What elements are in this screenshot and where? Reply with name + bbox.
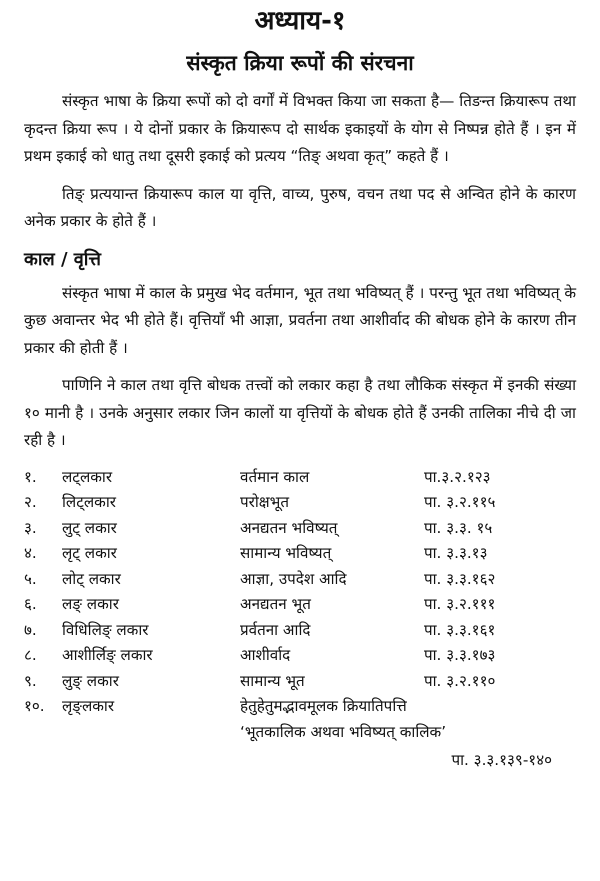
table-row (24, 567, 576, 593)
lakara-table (24, 465, 576, 776)
row-number: ८. (24, 646, 37, 664)
row-number: ५. (24, 569, 37, 588)
table-row (24, 516, 576, 542)
lakara-name: लोट् लकार (62, 569, 121, 588)
row-number: १. (24, 467, 37, 486)
table-row (24, 618, 576, 644)
lakara-name: विधिलिङ् लकार (62, 620, 149, 639)
row-number: १०. (24, 697, 45, 715)
lakara-meaning-continued: ‘भूतकालिक अथवा भविष्यत् कालिक’ (240, 722, 447, 741)
sutra-reference: पा. ३.३.१६१ (424, 620, 496, 639)
row-number: ३. (24, 518, 37, 537)
lakara-name: लिट्लकार (62, 493, 116, 511)
sutra-reference: पा. ३.३.१३ (424, 544, 488, 562)
table-row (24, 592, 576, 618)
lakara-name: आशीर्लिङ् लकार (62, 646, 153, 664)
lakara-meaning: आशीर्वाद (240, 646, 291, 664)
lakara-meaning: सामान्य भविष्यत् (240, 544, 332, 562)
table-row (24, 643, 576, 669)
lakara-name: लुङ् लकार (62, 671, 119, 690)
lakara-meaning: अनद्यतन भूत (240, 595, 311, 613)
section-heading: काल / वृत्ति (24, 248, 101, 270)
paragraph-kala: संस्कृत भाषा में काल के प्रमुख भेद वर्तमान, भूत तथा भविष्यत् हैं । परन्तु भूत तथा भविष्यत् के कुछ अवान्तर भेद भी होते हैं। वृत्तियाँ भी आज्ञा, प्रवर्तना तथा आशीर्वाद की बोधक होने के कारण तीन प्रकार की होती हैं । (24, 283, 576, 357)
row-number: ४. (24, 544, 37, 562)
sutra-reference: पा.३.२.१२३ (424, 467, 491, 486)
row-number: २. (24, 493, 37, 511)
paragraph-panini: पाणिनि ने काल तथा वृत्ति बोधक तत्त्वों को लकार कहा है तथा लौकिक संस्कृत में इनकी संख्या १० मानी है । उनके अनुसार लकार जिन कालों या वृत्तियों के बोधक होते हैं उनकी तालिका नीचे दी जा रही है । (24, 376, 576, 449)
sutra-reference: पा. ३.२.१११ (424, 595, 496, 613)
paragraph-tin: तिङ् प्रत्ययान्त क्रियारूप काल या वृत्ति, वाच्य, पुरुष, वचन तथा पद से अन्वित होने के कारण अनेक प्रकार के होते हैं । (24, 184, 576, 230)
chapter-heading: अध्याय-१ (254, 6, 346, 36)
sutra-reference: पा. ३.३.१७३ (424, 646, 496, 664)
table-row (24, 465, 576, 491)
page-title: संस्कृत क्रिया रूपों की संरचना (186, 51, 414, 75)
lakara-name: लुट् लकार (62, 518, 117, 537)
lakara-meaning: अनद्यतन भविष्यत् (240, 518, 338, 537)
table-row (24, 669, 576, 695)
paragraph-intro: संस्कृत भाषा के क्रिया रूपों को दो वर्गों में विभक्त किया जा सकता है— तिङन्त क्रियारूप तथा कृदन्त क्रिया रूप । ये दोनों प्रकार के क्रियारूप दो सार्थक इकाइयों के योग से निष्पन्न होते हैं । इन में प्रथम इकाई को धातु तथा दूसरी इकाई को प्रत्यय “तिङ् अथवा कृत्” कहते हैं । (24, 92, 576, 165)
lakara-name: लट्लकार (62, 467, 113, 486)
lakara-meaning: सामान्य भूत (240, 671, 305, 690)
row-number: ६. (24, 595, 37, 613)
row-number: ९. (24, 671, 37, 690)
lakara-meaning: आज्ञा, उपदेश आदि (240, 569, 347, 588)
lakara-meaning: परोक्षभूत (240, 493, 289, 511)
table-row-last (24, 694, 576, 720)
table-row (24, 541, 576, 567)
sutra-reference: पा. ३.२.११० (424, 671, 496, 690)
lakara-name: लृङ्लकार (62, 697, 115, 715)
sutra-reference: पा. ३.३.१६२ (424, 569, 496, 588)
row-number: ७. (24, 620, 37, 639)
lakara-name: लृट् लकार (62, 544, 117, 562)
lakara-meaning: हेतुहेतुमद्भावमूलक क्रियातिपत्ति (240, 697, 407, 715)
sutra-reference-last: पा. ३.३.१३९-१४० (451, 751, 552, 769)
lakara-meaning: वर्तमान काल (240, 467, 310, 486)
table-row (24, 490, 576, 516)
sutra-reference: पा. ३.३. १५ (424, 518, 493, 537)
sutra-reference: पा. ३.२.११५ (424, 493, 496, 511)
lakara-meaning: प्रर्वतना आदि (240, 620, 311, 639)
lakara-name: लङ् लकार (62, 595, 119, 613)
